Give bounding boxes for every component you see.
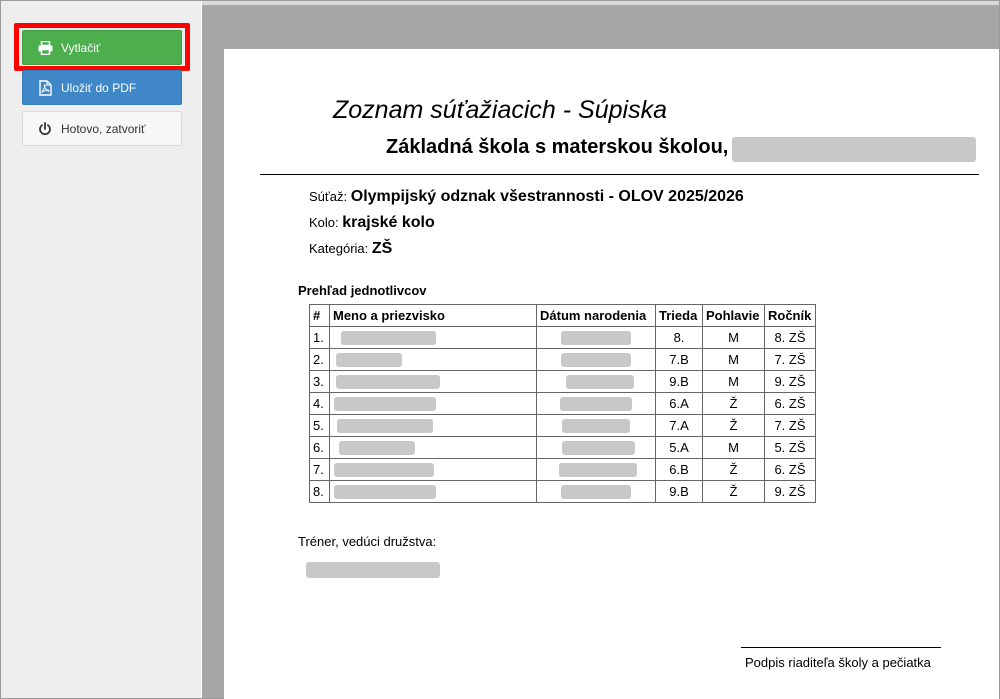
row-birthdate-redacted bbox=[537, 481, 656, 503]
category-line bbox=[309, 240, 392, 258]
category-label: Kategória: bbox=[309, 241, 369, 256]
done-close-button-label: Hotovo, zatvoriť bbox=[61, 121, 146, 136]
row-gender: Ž bbox=[703, 481, 765, 503]
row-year: 7. ZŠ bbox=[765, 415, 816, 437]
print-button-label: Vytlačiť bbox=[61, 40, 101, 55]
row-gender: M bbox=[703, 349, 765, 371]
row-birthdate-redacted bbox=[537, 393, 656, 415]
table-header-row bbox=[310, 305, 816, 327]
row-name-redacted bbox=[330, 393, 537, 415]
table-row bbox=[310, 437, 816, 459]
signature-label: Podpis riaditeľa školy a pečiatka bbox=[745, 655, 931, 670]
row-number: 4. bbox=[310, 393, 330, 415]
table-row bbox=[310, 393, 816, 415]
row-birthdate-redacted bbox=[537, 459, 656, 481]
redacted-school-address bbox=[732, 137, 976, 162]
row-year: 5. ZŠ bbox=[765, 437, 816, 459]
round-value: krajské kolo bbox=[342, 214, 435, 231]
row-class: 8. bbox=[656, 327, 703, 349]
redacted-coach-name bbox=[306, 562, 440, 578]
table-row bbox=[310, 415, 816, 437]
table-row bbox=[310, 459, 816, 481]
participants-table bbox=[309, 304, 816, 503]
section-title: Prehľad jednotlivcov bbox=[298, 283, 427, 298]
save-pdf-button-label: Uložiť do PDF bbox=[61, 80, 137, 95]
school-name: Základná škola s materskou školou, bbox=[386, 136, 729, 158]
row-name-redacted bbox=[330, 459, 537, 481]
row-gender: Ž bbox=[703, 459, 765, 481]
row-number: 6. bbox=[310, 437, 330, 459]
table-row bbox=[310, 349, 816, 371]
row-number: 3. bbox=[310, 371, 330, 393]
table-row bbox=[310, 327, 816, 349]
row-birthdate-redacted bbox=[537, 327, 656, 349]
header-name: Meno a priezvisko bbox=[330, 305, 537, 327]
preview-top-strip bbox=[202, 1, 999, 5]
category-value: ZŠ bbox=[371, 240, 393, 257]
row-year: 8. ZŠ bbox=[765, 327, 816, 349]
row-birthdate-redacted bbox=[537, 349, 656, 371]
row-gender: M bbox=[703, 327, 765, 349]
row-gender: Ž bbox=[703, 393, 765, 415]
row-number: 8. bbox=[310, 481, 330, 503]
row-class: 5.A bbox=[656, 437, 703, 459]
header-number: # bbox=[310, 305, 330, 327]
print-button[interactable] bbox=[22, 30, 182, 65]
competition-value: Olympijský odznak všestrannosti - OLOV 2025/2026 bbox=[350, 188, 744, 205]
row-gender: Ž bbox=[703, 415, 765, 437]
title-divider bbox=[260, 174, 979, 175]
row-class: 9.B bbox=[656, 371, 703, 393]
round-label: Kolo: bbox=[309, 215, 339, 230]
row-number: 1. bbox=[310, 327, 330, 349]
row-name-redacted bbox=[330, 371, 537, 393]
table-row bbox=[310, 481, 816, 503]
row-number: 2. bbox=[310, 349, 330, 371]
row-name-redacted bbox=[330, 349, 537, 371]
row-name-redacted bbox=[330, 437, 537, 459]
row-name-redacted bbox=[330, 415, 537, 437]
row-birthdate-redacted bbox=[537, 415, 656, 437]
row-year: 9. ZŠ bbox=[765, 371, 816, 393]
row-name-redacted bbox=[330, 481, 537, 503]
row-number: 7. bbox=[310, 459, 330, 481]
row-class: 6.B bbox=[656, 459, 703, 481]
competition-label: Súťaž: bbox=[309, 189, 348, 204]
row-gender: M bbox=[703, 437, 765, 459]
row-class: 6.A bbox=[656, 393, 703, 415]
row-year: 7. ZŠ bbox=[765, 349, 816, 371]
pdf-file-icon bbox=[37, 80, 53, 96]
header-birthdate: Dátum narodenia bbox=[537, 305, 656, 327]
row-year: 6. ZŠ bbox=[765, 459, 816, 481]
coach-label: Tréner, vedúci družstva: bbox=[298, 534, 437, 549]
signature-line bbox=[741, 647, 941, 648]
row-birthdate-redacted bbox=[537, 437, 656, 459]
row-year: 9. ZŠ bbox=[765, 481, 816, 503]
header-gender: Pohlavie bbox=[703, 305, 765, 327]
row-class: 7.A bbox=[656, 415, 703, 437]
printer-icon bbox=[37, 40, 53, 56]
row-name-redacted bbox=[330, 327, 537, 349]
row-class: 7.B bbox=[656, 349, 703, 371]
row-birthdate-redacted bbox=[537, 371, 656, 393]
row-year: 6. ZŠ bbox=[765, 393, 816, 415]
row-class: 9.B bbox=[656, 481, 703, 503]
row-number: 5. bbox=[310, 415, 330, 437]
header-year: Ročník bbox=[765, 305, 816, 327]
header-class: Trieda bbox=[656, 305, 703, 327]
row-gender: M bbox=[703, 371, 765, 393]
document-title: Zoznam súťažiacich - Súpiska bbox=[333, 96, 667, 124]
round-line bbox=[309, 214, 435, 232]
table-row bbox=[310, 371, 816, 393]
competition-line bbox=[309, 188, 744, 206]
